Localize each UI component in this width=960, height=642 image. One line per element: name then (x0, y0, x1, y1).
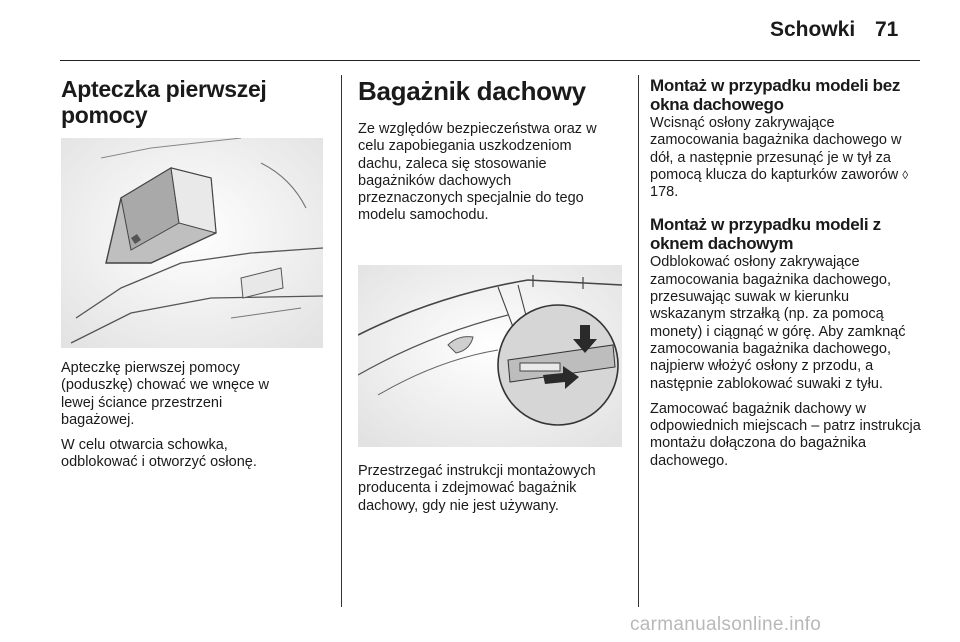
column-divider-1 (341, 75, 342, 607)
first-aid-text (61, 360, 331, 472)
page-number: 71 (875, 18, 899, 41)
first-aid-section (61, 76, 331, 128)
roof-rack-para-2: Przestrzegać instrukcji montażowych producenta i zdejmować bagażnik dachowy, gdy nie jest używany. (358, 463, 596, 514)
mount-rack-para: Zamocować bagażnik dachowy w odpowiednich miejscach – patrz instrukcja montażu dołączona do bagażnika dachowego. (650, 400, 921, 469)
column-divider-2 (638, 75, 639, 607)
roof-rack-heading: Bagażnik dachowy (358, 76, 586, 106)
mount-no-sunroof-para (650, 115, 925, 201)
roof-rack-illustration (358, 265, 622, 447)
roof-rack-note (358, 463, 626, 515)
mount-sunroof-para: Odblokować osłony zakrywające zamocowania bagażnika dachowego, przesuwając suwak w kierunku wskazanym strzałką (np. za pomocą monety) i ciągnąć w górę. Aby zamknąć zamocowania bagażnika dachowego, najpierw włożyć osłony z przodu, a następnie zablokować suwaki z tyłu. (650, 254, 906, 392)
page-ref-icon: ◊ (902, 167, 909, 182)
roof-rack-para-1: Ze względów bezpieczeństwa oraz w celu zapobiegania uszkodzeniom dachu, zaleca się stosowanie bagażników dachowych przeznaczonych specjalnie do tego modelu samochodu. (358, 121, 597, 224)
mount-no-sunroof-heading: Montaż w przypadku modeli bez okna dachowego (650, 76, 901, 114)
mount-no-sunroof-text: Wcisnąć osłony zakrywające zamocowania bagażnika dachowego w dół, a następnie przesunąć je w tył za pomocą klucza do kapturków zaworów (650, 115, 902, 183)
first-aid-heading: Apteczka pierwszej pomocy (61, 76, 267, 128)
first-aid-illustration (61, 138, 323, 348)
first-aid-para-2: W celu otwarcia schowka, odblokować i otworzyć osłonę. (61, 437, 257, 471)
mounting-section (650, 76, 925, 470)
page-ref-link[interactable]: 178. (650, 184, 679, 201)
watermark: carmanualsonline.info (630, 614, 822, 635)
header-rule (60, 60, 920, 61)
roof-rack-section (358, 76, 626, 225)
page-header-title: Schowki (770, 18, 856, 41)
first-aid-para-1: Apteczkę pierwszej pomocy (poduszkę) chować we wnęce w lewej ściance przestrzeni bagażowej. (61, 360, 269, 428)
mount-sunroof-heading: Montaż w przypadku modeli z oknem dachowym (650, 215, 881, 254)
